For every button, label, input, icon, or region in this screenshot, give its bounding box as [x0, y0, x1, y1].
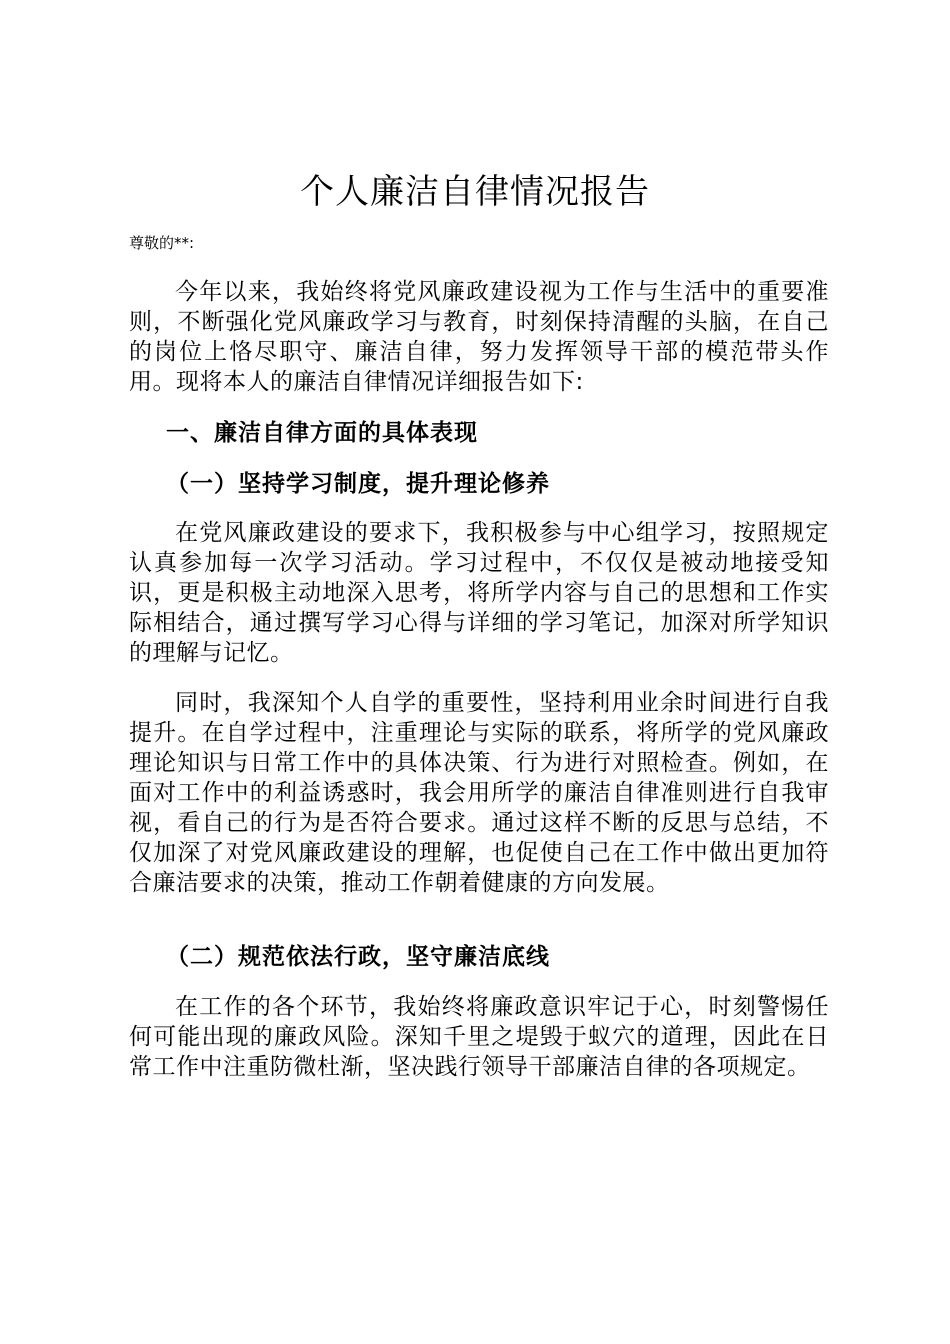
subsection-heading-2: （二）规范依法行政，坚守廉洁底线	[166, 944, 550, 970]
intro-paragraph: 今年以来，我始终将党风廉政建设视为工作与生活中的重要准则，不断强化党风廉政学习与教育，时刻保持清醒的头脑，在自己的岗位上恪尽职守、廉洁自律，努力发挥领导干部的模范带头作用。现将本人的廉洁自律情况详细报告如下:	[129, 279, 829, 395]
paragraph-self-study: 同时，我深知个人自学的重要性，坚持利用业余时间进行自我提升。在自学过程中，注重理论与实际的联系，将所学的党风廉政理论知识与日常工作中的具体决策、行为进行对照检查。例如，在面对工作中的利益诱惑时，我会用所学的廉洁自律准则进行自我审视，看自己的行为是否符合要求。通过这样不断的反思与总结，不仅加深了对党风廉政建设的理解，也促使自己在工作中做出更加符合廉洁要求的决策，推动工作朝着健康的方向发展。	[129, 690, 829, 896]
section-heading-1: 一、廉洁自律方面的具体表现	[166, 420, 478, 446]
paragraph-study-system: 在党风廉政建设的要求下，我积极参与中心组学习，按照规定认真参加每一次学习活动。学习过程中，不仅仅是被动地接受知识，更是积极主动地深入思考，将所学内容与自己的思想和工作实际相结合，通过撰写学习心得与详细的学习笔记，加深对所学知识的理解与记忆。	[129, 520, 829, 666]
salutation: 尊敬的**:	[129, 234, 195, 252]
paragraph-integrity-awareness: 在工作的各个环节，我始终将廉政意识牢记于心，时刻警惕任何可能出现的廉政风险。深知千里之堤毁于蚁穴的道理，因此在日常工作中注重防微杜渐，坚决践行领导干部廉洁自律的各项规定。	[129, 994, 829, 1080]
subsection-heading-1: （一）坚持学习制度，提升理论修养	[166, 471, 550, 497]
document-title: 个人廉洁自律情况报告	[300, 172, 650, 212]
